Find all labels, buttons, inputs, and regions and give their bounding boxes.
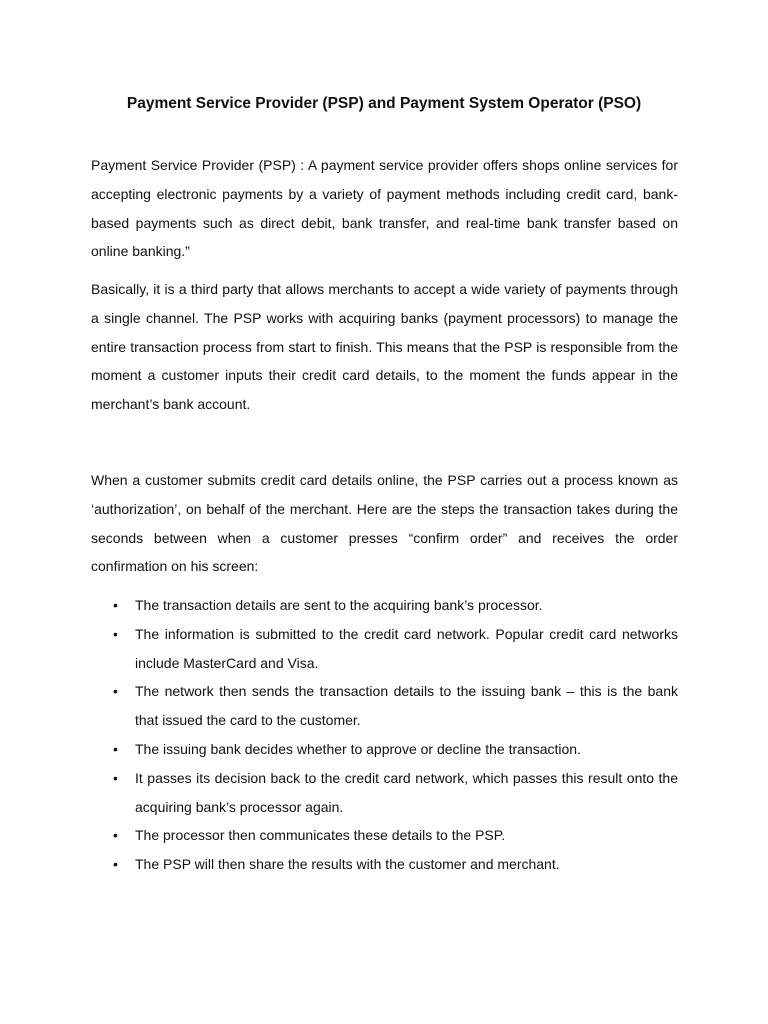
list-item [91,764,678,822]
list-item [91,677,678,735]
list-item [91,620,678,678]
paragraph-psp-explanation: Basically, it is a third party that allows merchants to accept a wide variety of payments through a single channel. The PSP works with acquiring banks (payment processors) to manage the entire transaction process from start to finish. This means that the PSP is responsible from the moment a customer inputs their credit card details, to the moment the funds appear in the merchant’s bank account. [91,281,678,413]
list-item [91,821,678,850]
list-item [91,591,678,620]
list-item-text: The issuing bank decides whether to approve or decline the transaction. [135,740,581,757]
authorization-steps-list [91,591,678,879]
list-item-text: The network then sends the transaction details to the issuing bank – this is the bank that issued the card to the customer. [135,683,678,729]
paragraph-authorization-intro: When a customer submits credit card details online, the PSP carries out a process known as ‘authorization’, on behalf of the merchant. Here are the steps the transaction takes during the seconds between when a customer presses “confirm order” and receives the order confirmation on his screen: [91,472,678,575]
bullet-icon: • [113,740,118,757]
bullet-icon: • [113,856,118,873]
list-item [91,850,678,879]
list-item-text: The transaction details are sent to the acquiring bank’s processor. [135,597,543,613]
paragraph-psp-definition: Payment Service Provider (PSP) : A payment service provider offers shops online services for accepting electronic payments by a variety of payment methods including credit card, bank-based payments such as direct debit, bank transfer, and real-time bank transfer based on online banking.” [91,157,678,260]
bullet-icon: • [113,769,118,786]
bullet-icon: • [113,827,118,844]
document-title: Payment Service Provider (PSP) and Payment System Operator (PSO) [126,95,642,112]
bullet-icon: • [113,597,118,613]
list-item-text: The PSP will then share the results with the customer and merchant. [135,856,560,873]
bullet-icon: • [113,683,118,700]
list-item-text: The processor then communicates these details to the PSP. [135,827,506,844]
list-item [91,735,678,764]
bullet-icon: • [113,625,118,642]
list-item-text: It passes its decision back to the credit card network, which passes this result onto the acquiring bank’s processor again. [135,769,678,815]
list-item-text: The information is submitted to the credit card network. Popular credit card networks include MasterCard and Visa. [135,625,678,671]
document-page [91,0,678,1024]
